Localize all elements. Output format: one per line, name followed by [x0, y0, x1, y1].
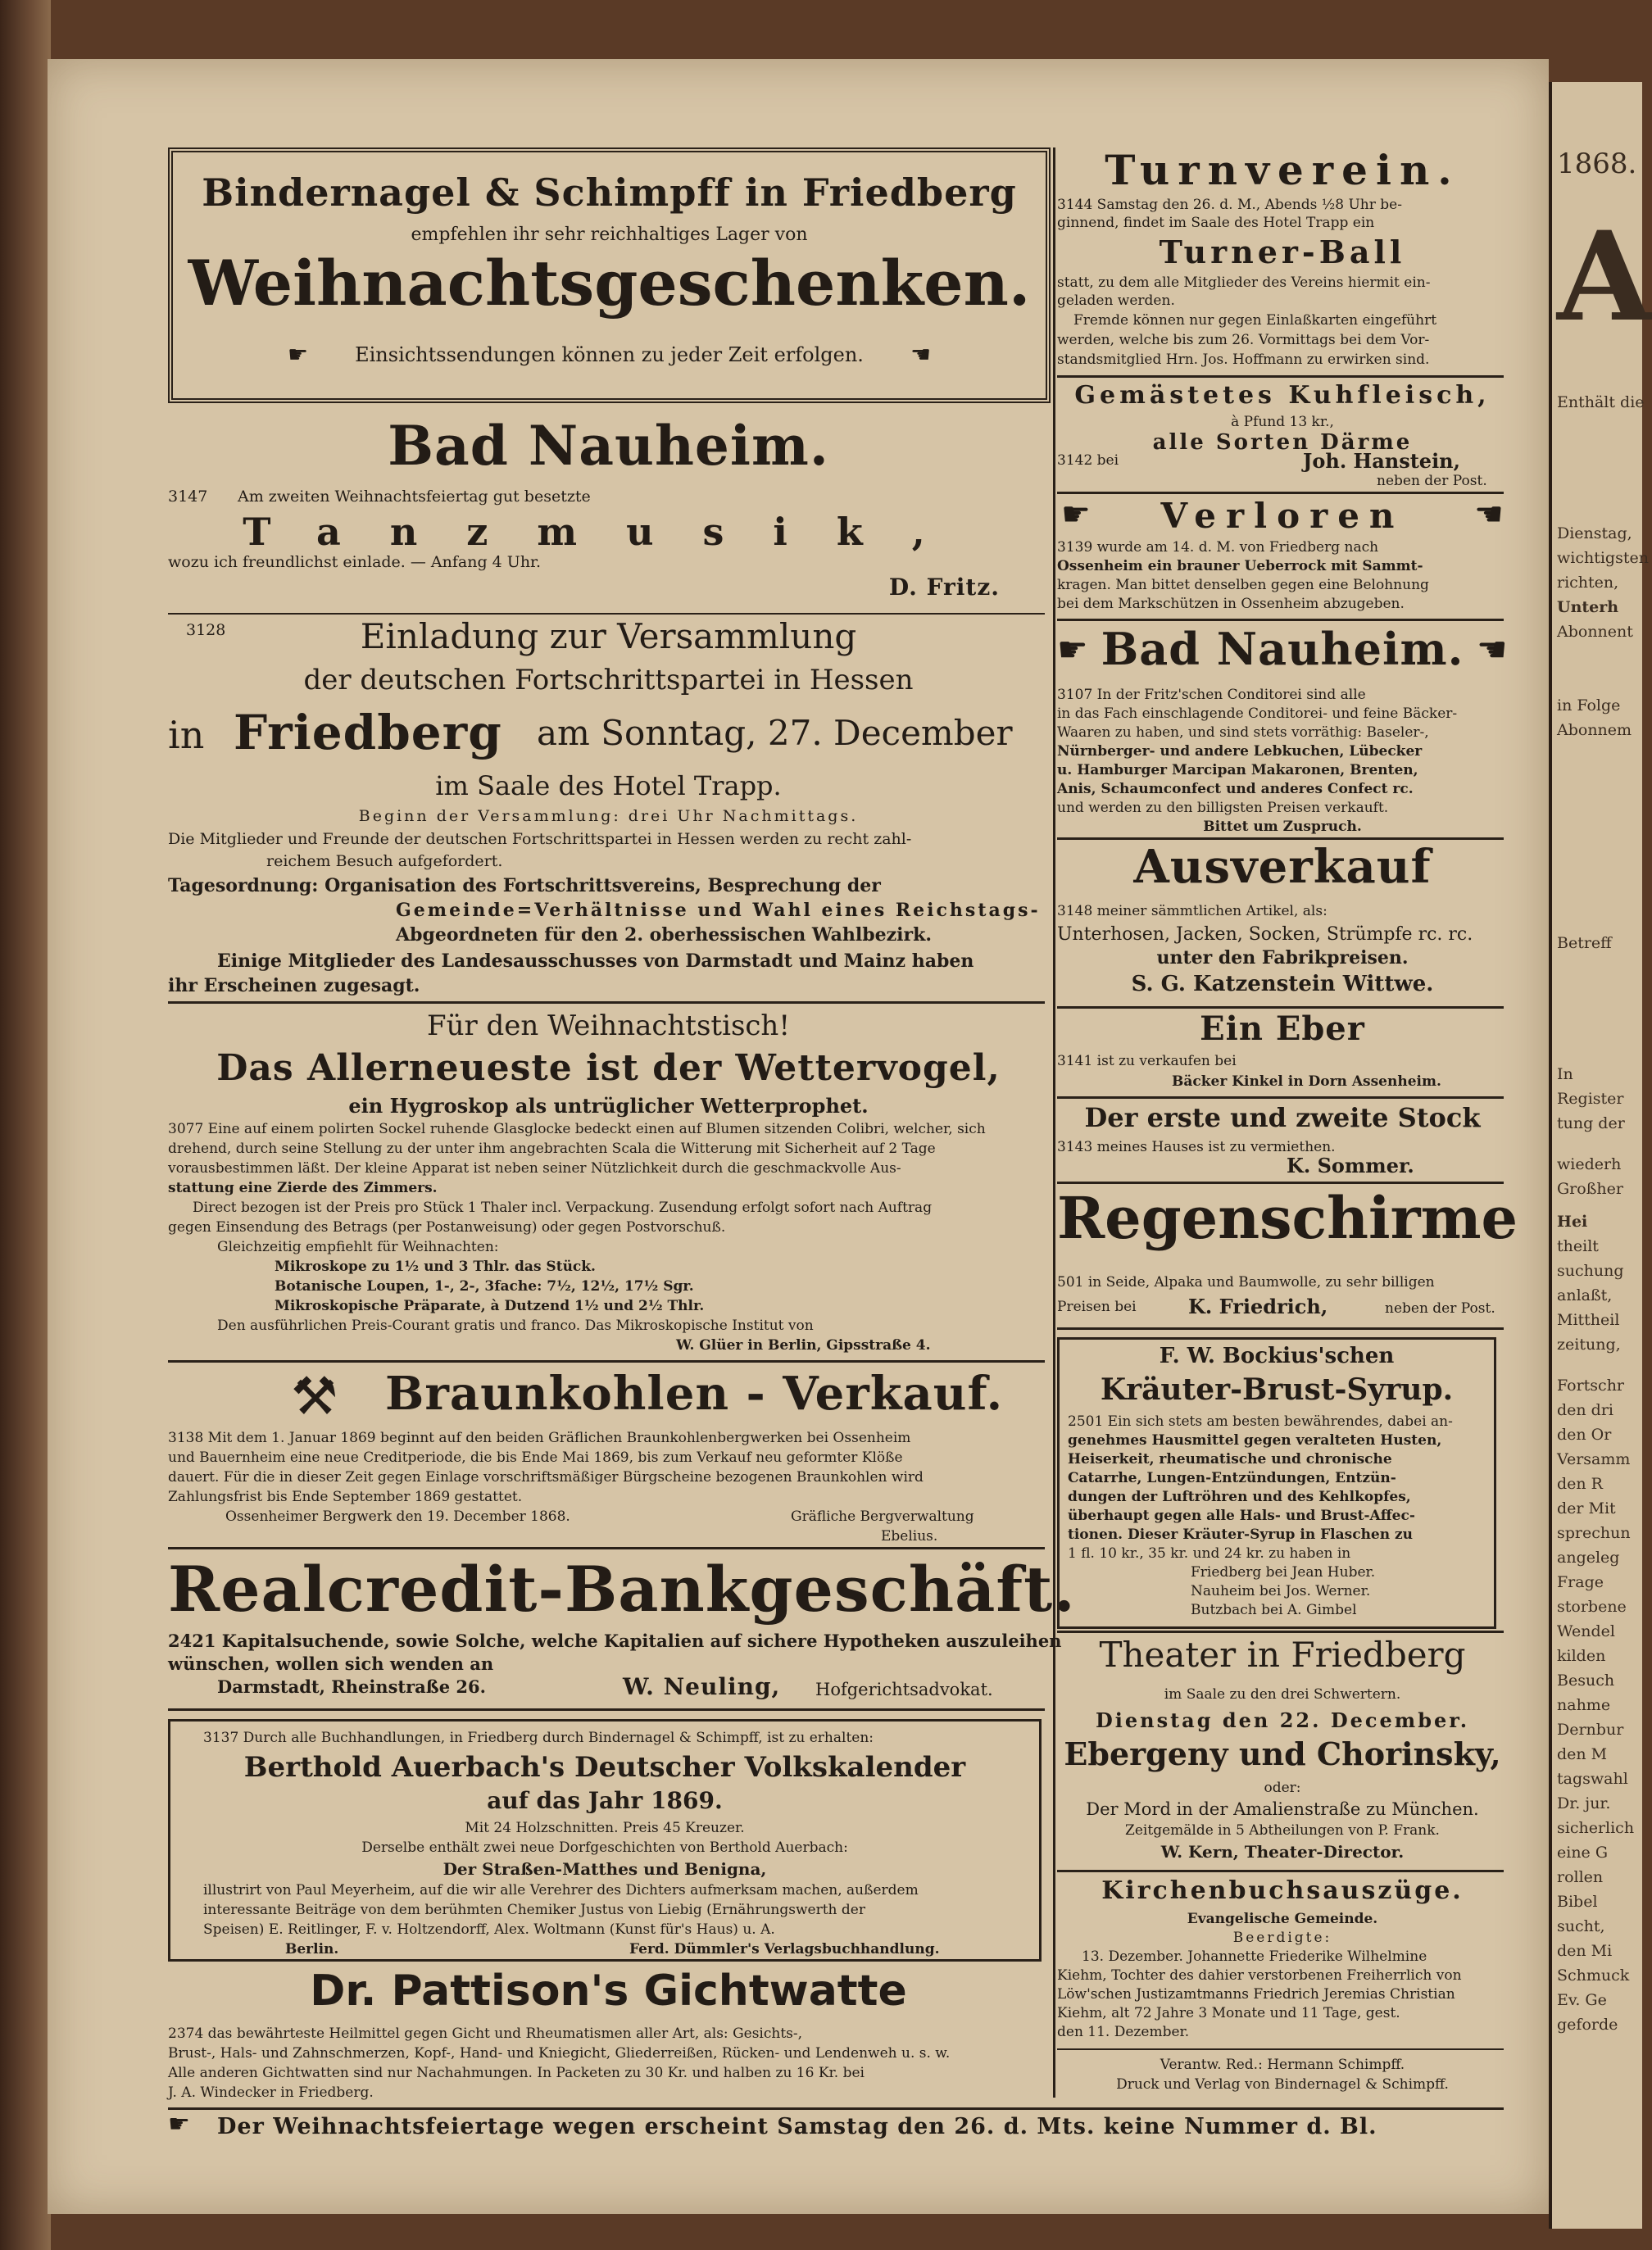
theater-text: Zeitgemälde in 5 Abtheilungen von P. Frank. — [1125, 1822, 1440, 1839]
ad-number: 3128 — [186, 621, 226, 639]
ausverkauf-text: Unterhosen, Jacken, Socken, Strümpfe rc. rc. — [1057, 924, 1473, 945]
bockius-ad — [1057, 1337, 1496, 1629]
verloren-title: Verloren — [1160, 496, 1405, 536]
wetter-text: Botanische Loupen, 1-, 2-, 3fache: 7½, 12½, 17½ Sgr. — [275, 1278, 694, 1295]
rp-frag: Betreff — [1557, 934, 1612, 952]
divider — [1057, 1327, 1504, 1330]
bockius-title: F. W. Bockius'schen — [1159, 1344, 1395, 1368]
pointing-hand-icon: ☛ — [168, 2110, 190, 2139]
nauheim-cond-text: und werden zu den billigsten Preisen verkauft. — [1057, 800, 1389, 816]
stock-text: 3143 meines Hauses ist zu vermiethen. — [1057, 1139, 1336, 1155]
nauheim-cond-title: Bad Nauheim. — [1101, 623, 1464, 675]
theater-text: W. Kern, Theater-Director. — [1160, 1842, 1405, 1862]
bockius-text: Butzbach bei A. Gimbel — [1191, 1602, 1357, 1618]
binder-big: Weihnachtsgeschenken. — [188, 247, 1031, 320]
regenschirme-text: Preisen bei — [1057, 1299, 1137, 1315]
rp-frag: In — [1557, 1065, 1573, 1083]
theater-text: Dienstag den 22. December. — [1095, 1708, 1470, 1732]
right-column — [1057, 0, 1518, 2250]
stock-title: Der erste und zweite Stock — [1084, 1102, 1481, 1133]
regenschirme-title: Regenschirme — [1057, 1184, 1518, 1252]
pointing-hand-icon: ☛ — [1061, 496, 1091, 533]
crossed-hammers-icon: ⚒ — [291, 1367, 338, 1427]
rp-frag: Wendel — [1557, 1622, 1615, 1640]
einladung-title: Einladung zur Versammlung — [360, 616, 857, 656]
rp-frag: Mittheil — [1557, 1311, 1620, 1329]
bockius-text: 2501 Ein sich stets am besten bewährendes, dabei an- — [1068, 1413, 1453, 1430]
pointing-hand-icon: ☛ — [1474, 496, 1504, 533]
braunkohlen-text: Zahlungsfrist bis Ende September 1869 gestattet. — [168, 1489, 523, 1505]
rp-frag: den dri — [1557, 1401, 1614, 1419]
divider — [168, 1547, 1045, 1549]
realcredit-name: W. Neuling, — [623, 1673, 781, 1700]
rp-frag: angeleg — [1557, 1549, 1620, 1567]
einladung-line: ihr Erscheinen zugesagt. — [168, 975, 420, 996]
rp-frag: storbene — [1557, 1598, 1627, 1616]
ausverkauf-sign: S. G. Katzenstein Wittwe. — [1131, 972, 1434, 996]
divider — [1057, 375, 1504, 378]
divider — [1057, 1096, 1504, 1099]
einladung-line: reichem Besuch aufgefordert. — [266, 852, 503, 870]
nauheim-cond-text: Nürnberger- und andere Lebkuchen, Lübecker — [1057, 743, 1423, 760]
bockius-text: Heiserkeit, rheumatische und chronische — [1068, 1451, 1392, 1467]
regenschirme-name: K. Friedrich, — [1188, 1295, 1328, 1318]
rp-frag: den R — [1557, 1475, 1603, 1493]
rp-frag: anlaßt, — [1557, 1286, 1613, 1304]
verlag-text: Druck und Verlag von Bindernagel & Schimpff. — [1116, 2076, 1449, 2093]
wetter-title: Das Allerneueste ist der Wettervogel, — [216, 1047, 1001, 1089]
rp-frag: der Mit — [1557, 1499, 1616, 1517]
nauheim-tanz-title: Bad Nauheim. — [388, 414, 829, 478]
volkskalender-ad — [168, 1719, 1042, 1962]
divider — [168, 1360, 1045, 1363]
kirchenbuch-text: Kiehm, Tochter des dahier verstorbenen Freiherrlich von — [1057, 1967, 1462, 1984]
kirchenbuch-text: Evangelische Gemeinde. — [1187, 1911, 1378, 1927]
verloren-text: bei dem Markschützen in Ossenheim abzugeben. — [1057, 596, 1405, 612]
turnverein-text: Fremde können nur gegen Einlaßkarten eingeführt — [1073, 312, 1437, 329]
pattison-text: 2374 das bewährteste Heilmittel gegen Gicht und Rheumatismen aller Art, als: Gesichts-, — [168, 2025, 803, 2042]
braunkohlen-text: und Bauernheim eine neue Creditperiode, die bis Ende Mai 1869, bis zum Verkauf neu geformter Klöße — [168, 1449, 903, 1466]
rp-frag: geforde — [1557, 2016, 1618, 2034]
rp-frag: tagswahl — [1557, 1770, 1628, 1788]
kuhfleisch-title: Gemästetes Kuhfleisch, — [1074, 381, 1491, 410]
rp-frag: nahme — [1557, 1696, 1611, 1714]
nauheim-cond-text: Waaren zu haben, und sind stets vorräthig: Baseler-, — [1057, 724, 1429, 741]
column-divider — [1053, 147, 1055, 2098]
kirchenbuch-text: 13. Dezember. Johannette Friederike Wilhelmine — [1082, 1948, 1427, 1965]
rp-frag: suchung — [1557, 1262, 1624, 1280]
braunkohlen-text: Ossenheimer Bergwerk den 19. December 1868. — [225, 1508, 570, 1525]
eber-text: Bäcker Kinkel in Dorn Assenheim. — [1172, 1073, 1441, 1090]
einladung-line: Tagesordnung: Organisation des Fortschrittsvereins, Besprechung der — [168, 875, 881, 896]
divider — [1057, 1631, 1504, 1633]
kalender-title: Berthold Auerbach's Deutscher Volkskalender — [243, 1751, 966, 1784]
einladung-line: Abgeordneten für den 2. oberhessischen Wahlbezirk. — [396, 924, 932, 946]
rp-frag: den Or — [1557, 1426, 1612, 1444]
nauheim-cond-text: Bittet um Zuspruch. — [1203, 819, 1362, 835]
bockius-text: genehmes Hausmittel gegen veralteten Husten, — [1068, 1432, 1442, 1449]
rp-frag: Dr. jur. — [1557, 1794, 1611, 1812]
einladung-line: im Saale des Hotel Trapp. — [435, 770, 782, 801]
einladung-city: Friedberg — [234, 705, 502, 760]
ausverkauf-text: unter den Fabrikpreisen. — [1156, 947, 1409, 968]
wetter-text: drehend, durch seine Stellung zu der unter ihm angebrachten Scala die Witterung mit Sicherheit auf 2 Tage — [168, 1141, 936, 1157]
pattison-text: Alle anderen Gichtwatten sind nur Nachahmungen. In Packeten zu 30 Kr. und halben zu 16 Kr. bei — [168, 2065, 865, 2081]
kalender-text: Der Straßen-Matthes und Benigna, — [442, 1859, 767, 1879]
regenschirme-text: neben der Post. — [1385, 1300, 1495, 1317]
kirchenbuch-text: Kiehm, alt 72 Jahre 3 Monate und 11 Tage, gest. — [1057, 2005, 1400, 2021]
realcredit-text: Darmstadt, Rheinstraße 26. — [217, 1676, 486, 1697]
pattison-title: Dr. Pattison's Gichtwatte — [310, 1966, 907, 2016]
wetter-text: Direct bezogen ist der Preis pro Stück 1 Thaler incl. Verpackung. Zusendung erfolgt sofort nach Auftrag — [193, 1200, 933, 1216]
turnverein-text: werden, welche bis zum 26. Vormittags bei dem Vor- — [1057, 332, 1430, 348]
verloren-text: Ossenheim ein brauner Ueberrock mit Sammt- — [1057, 558, 1423, 574]
pattison-text: J. A. Windecker in Friedberg. — [168, 2084, 374, 2101]
turnverein-title: Turnverein. — [1105, 146, 1460, 194]
binder-ad — [168, 147, 1051, 403]
rp-frag: den M — [1557, 1745, 1608, 1763]
turnverein-text: 3144 Samstag den 26. d. M., Abends ½8 Uhr be- — [1057, 197, 1402, 213]
divider — [1057, 2048, 1504, 2050]
rp-frag: Hei — [1557, 1213, 1588, 1231]
rp-frag: Fortschr — [1557, 1377, 1625, 1395]
ausverkauf-text: 3148 meiner sämmtlichen Artikel, als: — [1057, 903, 1328, 919]
ausverkauf-title: Ausverkauf — [1133, 840, 1432, 894]
nauheim-tanz-sign: D. Fritz. — [888, 574, 1000, 601]
realcredit-title: Realcredit-Bankgeschäft. — [168, 1553, 1076, 1626]
kalender-text: interessante Beiträge von dem berühmten Chemiker Justus von Liebig (Ernährungswerth der — [203, 1902, 865, 1918]
rp-frag: richten, — [1557, 574, 1619, 592]
divider — [168, 1001, 1045, 1004]
rp-frag: Abonnem — [1557, 721, 1632, 739]
rp-frag: 1868. — [1557, 147, 1637, 180]
rp-frag: Versamm — [1557, 1450, 1631, 1468]
binder-note: Einsichtssendungen können zu jeder Zeit erfolgen. — [355, 343, 864, 366]
kalender-text: 3137 Durch alle Buchhandlungen, in Friedberg durch Bindernagel & Schimpff, ist zu erhalten: — [203, 1730, 874, 1746]
verloren-text: kragen. Man bittet denselben gegen eine Belohnung — [1057, 577, 1429, 593]
rp-frag: theilt — [1557, 1237, 1599, 1255]
nauheim-tanz-big: Tanzmusik, — [243, 510, 974, 554]
kalender-text: Derselbe enthält zwei neue Dorfgeschichten von Berthold Auerbach: — [361, 1839, 848, 1856]
pattison-text: Brust-, Hals- und Zahnschmerzen, Kopf-, Hand- und Kniegicht, Gliederreißen, Rücken- und Lendenweh u. s. w. — [168, 2045, 951, 2062]
theater-text: oder: — [1264, 1780, 1301, 1796]
wetter-text: 3077 Eine auf einem polirten Sockel ruhende Glasglocke bedeckt einen auf Blumen sitzenden Colibri, welcher, sich — [168, 1121, 986, 1137]
rp-frag: A — [1557, 205, 1652, 349]
binder-line: empfehlen ihr sehr reichhaltiges Lager von — [411, 225, 808, 245]
bockius-big: Kräuter-Brust-Syrup. — [1100, 1372, 1454, 1407]
rp-frag: Unterh — [1557, 598, 1619, 616]
wetter-text: gegen Einsendung des Betrags (per Postanweisung) oder gegen Postvorschuß. — [168, 1219, 726, 1236]
rp-frag: sucht, — [1557, 1917, 1605, 1935]
kalender-text: illustrirt von Paul Meyerheim, auf die wir alle Verehrer des Dichters aufmerksam machen, außerdem — [203, 1882, 919, 1898]
kalender-text: Mit 24 Holzschnitten. Preis 45 Kreuzer. — [465, 1820, 745, 1836]
rp-frag: Dienstag, — [1557, 524, 1632, 542]
einladung-line: in — [168, 713, 205, 757]
wetter-line: Für den Weihnachtstisch! — [426, 1009, 790, 1042]
rp-frag: in Folge — [1557, 696, 1621, 714]
realcredit-text: wünschen, wollen sich wenden an — [168, 1653, 494, 1674]
divider — [1057, 1006, 1504, 1009]
braunkohlen-text: Ebelius. — [881, 1528, 938, 1545]
eber-title: Ein Eber — [1200, 1009, 1365, 1048]
einladung-line: Einige Mitglieder des Landesausschusses von Darmstadt und Mainz haben — [217, 950, 974, 972]
kalender-text: Ferd. Dümmler's Verlagsbuchhandlung. — [629, 1941, 940, 1957]
rp-frag: sprechun — [1557, 1524, 1631, 1542]
rp-frag: rollen — [1557, 1868, 1604, 1886]
wetter-text: vorausbestimmen läßt. Der kleine Apparat ist neben seiner Nützlichkeit durch die geschmackvolle Aus- — [168, 1160, 901, 1177]
kuhfleisch-text: neben der Post. — [1377, 473, 1487, 489]
turnverein-text: standsmitglied Hrn. Jos. Hoffmann zu erwirken sind. — [1057, 352, 1430, 368]
rp-frag: Schmuck — [1557, 1966, 1630, 1985]
regenschirme-text: 501 in Seide, Alpaka und Baumwolle, zu sehr billigen — [1057, 1274, 1435, 1291]
rp-frag: tung der — [1557, 1114, 1625, 1132]
wetter-text: Gleichzeitig empfiehlt für Weihnachten: — [217, 1239, 499, 1255]
kuhfleisch-text: alle Sorten Därme — [1152, 430, 1413, 455]
verloren-text: 3139 wurde am 14. d. M. von Friedberg nach — [1057, 539, 1379, 556]
divider — [1057, 1870, 1504, 1872]
rp-frag: kilden — [1557, 1647, 1606, 1665]
turnverein-ball: Turner-Ball — [1159, 234, 1406, 270]
wetter-sub: ein Hygroskop als untrüglicher Wetterprophet. — [348, 1094, 869, 1118]
rp-frag: Großher — [1557, 1180, 1623, 1198]
nauheim-tanz-line: wozu ich freundlichst einlade. — Anfang 4 Uhr. — [168, 553, 542, 571]
kalender-text: Speisen) E. Reitlinger, F. v. Holtzendorff, Alex. Woltmann (Kunst für's Haus) u. A. — [203, 1921, 775, 1938]
bockius-text: Catarrhe, Lungen-Entzündungen, Entzün- — [1068, 1470, 1396, 1486]
stock-sign: K. Sommer. — [1287, 1154, 1414, 1177]
turnverein-text: ginnend, findet im Saale des Hotel Trapp ein — [1057, 215, 1375, 231]
bockius-text: 1 fl. 10 kr., 35 kr. und 24 kr. zu haben in — [1068, 1545, 1351, 1562]
braunkohlen-text: Gräfliche Bergverwaltung — [791, 1508, 974, 1525]
rp-frag: wiederh — [1557, 1155, 1622, 1173]
bockius-text: tionen. Dieser Kräuter-Syrup in Flaschen zu — [1068, 1526, 1414, 1543]
pointing-hand-icon: ☛ — [1057, 629, 1088, 669]
kuhfleisch-text: 3142 bei — [1057, 452, 1119, 469]
binder-title: Bindernagel & Schimpff in Friedberg — [202, 170, 1017, 215]
book-spine — [0, 0, 51, 2250]
rp-frag: Abonnent — [1557, 623, 1633, 641]
realcredit-text: 2421 Kapitalsuchende, sowie Solche, welche Kapitalien auf sichere Hypotheken auszuleihen — [168, 1631, 1062, 1651]
braunkohlen-text: dauert. Für die in dieser Zeit gegen Einlage vorschriftsmäßiger Bürgscheine bezogenen Braunkohlen wird — [168, 1469, 924, 1486]
rp-frag: den Mi — [1557, 1942, 1613, 1960]
einladung-line: der deutschen Fortschrittspartei in Hessen — [303, 664, 914, 696]
einladung-line: am Sonntag, 27. December — [537, 713, 1013, 753]
divider — [1057, 619, 1504, 621]
nauheim-cond-text: Anis, Schaumconfect und anderes Confect rc. — [1057, 781, 1414, 797]
bockius-text: Nauheim bei Jos. Werner. — [1191, 1583, 1371, 1599]
nauheim-cond-text: in das Fach einschlagende Conditorei- und feine Bäcker- — [1057, 705, 1458, 722]
rp-frag: Ev. Ge — [1557, 1991, 1607, 2009]
realcredit-text: Hofgerichtsadvokat. — [815, 1680, 993, 1699]
kuhfleisch-name: Joh. Hanstein, — [1303, 449, 1460, 473]
divider — [168, 613, 1045, 615]
divider — [168, 1708, 1045, 1711]
verlag-text: Verantw. Red.: Hermann Schimpff. — [1160, 2057, 1405, 2073]
eber-text: 3141 ist zu verkaufen bei — [1057, 1053, 1237, 1069]
ad-number: 3147 — [168, 488, 208, 506]
left-column — [168, 0, 1076, 2250]
einladung-line: Die Mitglieder und Freunde der deutschen Fortschrittspartei in Hessen werden zu recht zahl- — [168, 830, 912, 848]
kalender-text: Berlin. — [285, 1941, 339, 1957]
theater-title: Theater in Friedberg — [1099, 1635, 1466, 1675]
pointing-hand-icon: ☛ — [288, 341, 309, 368]
braunkohlen-title: Braunkohlen - Verkauf. — [385, 1367, 1004, 1421]
braunkohlen-text: 3138 Mit dem 1. Januar 1869 beginnt auf den beiden Gräflichen Braunkohlenbergwerken bei Ossenheim — [168, 1430, 911, 1446]
nauheim-cond-text: 3107 In der Fritz'schen Conditorei sind alle — [1057, 687, 1366, 703]
kirchenbuch-text: Löw'schen Justizamtmanns Friedrich Jeremias Christian — [1057, 1986, 1455, 2003]
pointing-hand-icon: ☛ — [910, 341, 931, 368]
kirchenbuch-title: Kirchenbuchsauszüge. — [1101, 1876, 1464, 1905]
wetter-text: W. Glüer in Berlin, Gipsstraße 4. — [676, 1337, 931, 1354]
rp-frag: sicherlich — [1557, 1819, 1635, 1837]
kalender-title: auf das Jahr 1869. — [487, 1787, 723, 1814]
footer-notice: Der Weihnachtsfeiertage wegen erscheint Samstag den 26. d. Mts. keine Nummer d. Bl. — [217, 2114, 1377, 2139]
wetter-text: Mikroskope zu 1½ und 3 Thlr. das Stück. — [275, 1259, 596, 1275]
bockius-text: überhaupt gegen alle Hals- und Brust-Affec- — [1068, 1508, 1415, 1524]
right-page-fragment — [1549, 82, 1652, 2229]
theater-text: im Saale zu den drei Schwertern. — [1164, 1686, 1401, 1703]
rp-frag: eine G — [1557, 1844, 1609, 1862]
kirchenbuch-text: Beerdigte: — [1232, 1930, 1332, 1946]
bockius-text: dungen der Luftröhren und des Kehlkopfes, — [1068, 1489, 1411, 1505]
rp-frag: zeitung, — [1557, 1336, 1621, 1354]
rp-frag: Dernbur — [1557, 1721, 1624, 1739]
divider — [1057, 492, 1504, 494]
nauheim-tanz-line: Am zweiten Weihnachtsfeiertag gut besetzte — [238, 488, 591, 506]
turnverein-text: geladen werden. — [1057, 293, 1175, 309]
rp-frag: Register — [1557, 1090, 1624, 1108]
wetter-text: Mikroskopische Präparate, à Dutzend 1½ und 2½ Thlr. — [275, 1298, 705, 1314]
rp-frag: Enthält die — [1557, 393, 1645, 411]
theater-text: Der Mord in der Amalienstraße zu München. — [1086, 1799, 1479, 1819]
bockius-text: Friedberg bei Jean Huber. — [1191, 1564, 1376, 1581]
wetter-text: Den ausführlichen Preis-Courant gratis und franco. Das Mikroskopische Institut von — [217, 1318, 814, 1334]
rp-frag: Frage — [1557, 1573, 1604, 1591]
theater-big: Ebergeny und Chorinsky, — [1064, 1735, 1501, 1772]
rp-frag: Bibel — [1557, 1893, 1598, 1911]
rp-frag: wichtigsten — [1557, 549, 1649, 567]
kirchenbuch-text: den 11. Dezember. — [1057, 2024, 1190, 2040]
wetter-text: stattung eine Zierde des Zimmers. — [168, 1180, 438, 1196]
einladung-line: Beginn der Versammlung: drei Uhr Nachmittags. — [358, 807, 859, 825]
nauheim-cond-text: u. Hamburger Marcipan Makaronen, Brenten, — [1057, 762, 1418, 778]
kuhfleisch-text: à Pfund 13 kr., — [1231, 414, 1334, 430]
einladung-line: Gemeinde=Verhältnisse und Wahl eines Reichstags- — [396, 900, 1041, 921]
rp-frag: Besuch — [1557, 1672, 1615, 1690]
pointing-hand-icon: ☛ — [1477, 629, 1508, 669]
turnverein-text: statt, zu dem alle Mitglieder des Vereins hiermit ein- — [1057, 274, 1431, 291]
